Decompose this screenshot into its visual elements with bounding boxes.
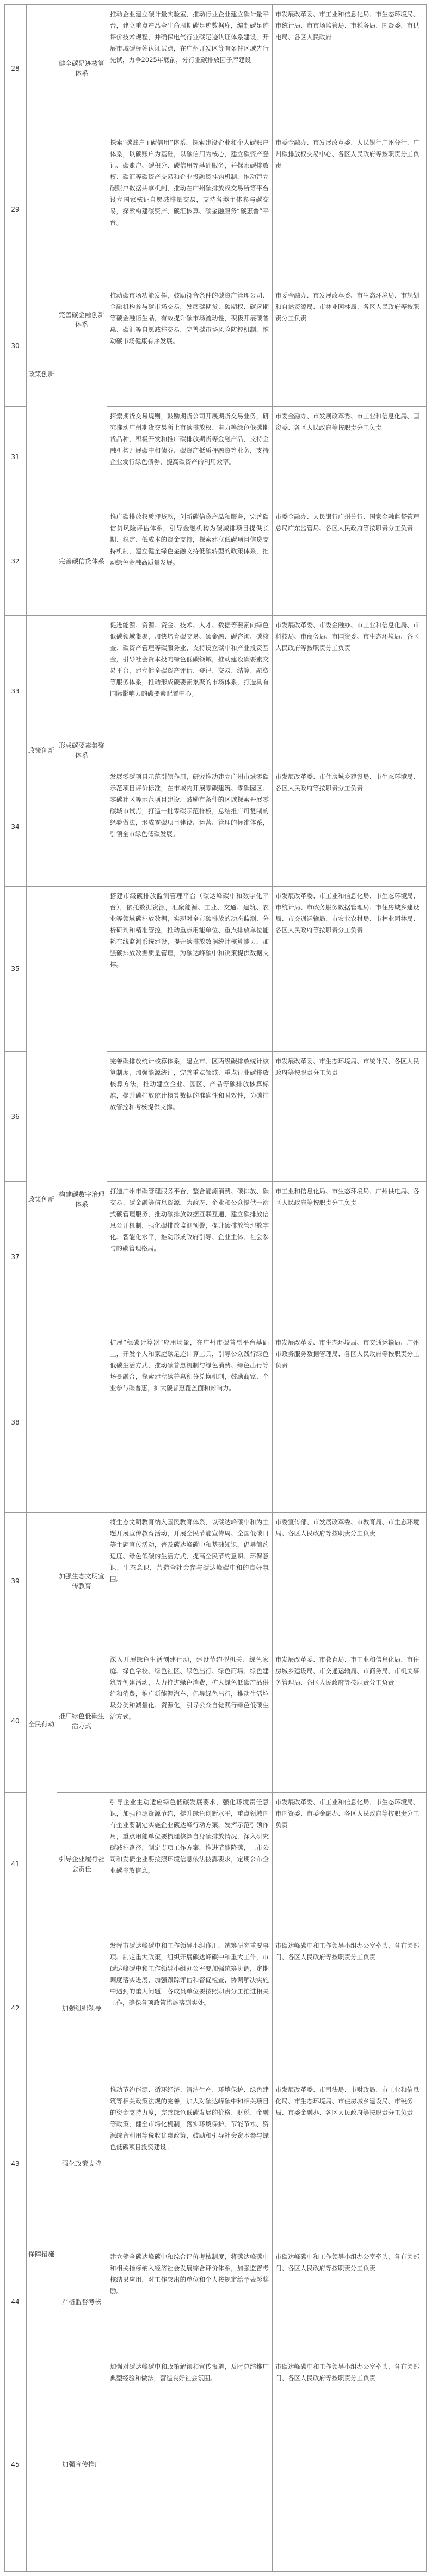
category-cell: 全民行动 [28, 1720, 55, 1728]
category-cell: 政策创新 [28, 747, 55, 754]
row-content: 搭建市级碳排放监测管理平台（碳达峰碳中和数字化平台），依托数据资源，汇聚能源、工业、交通、建筑、农业等领域碳排放数据，实现对全市碳排放的动态监测、分析研判和精准管控，推动重点用能单位、重点排放单位能耗在线监测系统建设，提升碳排放数据统计核算能力，加强碳排放数据质量管理，为碳达峰碳中和决策提供数据支撑。 [110, 892, 269, 968]
row-number: 42 [11, 2004, 20, 2012]
row-number: 33 [11, 687, 20, 695]
row-content: 引导企业主动适应绿色低碳发展要求，强化环境责任意识，加强能源资源节约，提升绿色创新水平，重点领域国有企业要制定实施企业碳达峰行动方案，发挥示范引领作用，重点用能单位要梳理核算自身碳排放情况，深入研究碳减排路径，制定专项工作方案，推进节能降碳，上市公司和发债企业要按照环境信息依法披露要求，定期公布企业碳排放信息。 [110, 1798, 269, 1874]
task-cell: 加强宣传推广 [61, 2460, 101, 2468]
row-departments: 市发展改革委、市生态环境局、市交通运输局、广州市政务服务数据管理局、各区人民政府等按职责分工负责 [275, 1339, 420, 1369]
task-cell: 健全碳足迹核算体系 [59, 60, 105, 77]
row-departments: 市发展改革委、市教育局、市工业和信息化局、市住房城乡建设局、市交通运输局、市商务局、市机关事务管理局、各区人民政府等按职责分工负责 [275, 1656, 420, 1686]
row-number: 34 [11, 822, 20, 831]
row-departments: 市碳达峰碳中和工作领导小组办公室牵头，各有关部门、各区人民政府等按职责分工负责 [275, 2253, 420, 2272]
category-cell: 保障措施 [28, 2250, 55, 2258]
row-number: 29 [11, 205, 20, 213]
row-number: 44 [11, 2298, 20, 2306]
row-content: 推动碳市场功能发挥，鼓励符合条件的碳资产管理公司、金融机构参与碳市场交易，发展碳期货、碳期权、碳远期等碳金融衍生品，有效提升碳市场流动性，积极开展碳普惠、碳汇等自愿减排交易，完善碳市场风险防控机制，推动碳市场健康有序发展。 [110, 292, 269, 345]
row-departments: 市委金融办、市发展改革委、市工业和信息化局、国资委、各区人民政府等按职责分工负责 [275, 412, 420, 431]
row-number: 40 [11, 1717, 20, 1725]
task-cell: 形成碳要素集聚体系 [59, 742, 105, 759]
row-number: 39 [11, 1577, 20, 1585]
row-departments: 市工业和信息化局、市生态环境局、广州供电局、各区人民政府等按职责分工负责 [275, 1187, 420, 1206]
row-departments: 市委宣传部、市发展改革委、市教育局、市生态环境局、各区人民政府等按职责分工负责 [275, 1518, 420, 1537]
row-departments: 市委金融办、市发展改革委、人民银行广州分行、广州碳排放权交易中心、各区人民政府等按职责分工负责 [275, 139, 420, 169]
row-number: 45 [11, 2460, 20, 2468]
row-departments: 市发展改革委、市司法局、市财政局、市工业和信息化局、市生态环境局、市住房城乡建设局、市税务局、市委金融办、各区人民政府等按职责分工负责 [275, 2086, 420, 2116]
category-cell: 政策创新 [28, 1195, 55, 1203]
row-departments: 市委金融办、市发展改革委、市生态环境局、市规划和自然资源局、市林业园林局、各区人民政府等按职责分工负责 [275, 292, 420, 322]
row-content: 推广碳排放权质押贷款，创新碳信贷产品和服务，完善碳信贷风险评估体系，引导金融机构为碳减排项目提供长期、稳定、低成本的资金支持，探索建立低碳项目信贷支持机制，建立健全绿色金融支持低碳转型的政策体系，推动绿色金融高质量发展。 [110, 513, 269, 566]
row-number: 32 [11, 557, 20, 565]
row-departments: 市碳达峰碳中和工作领导小组办公室牵头，各有关部门、各区人民政府等按职责分工负责 [275, 1942, 420, 1961]
task-cell: 加强生态文明宣传教育 [59, 1572, 105, 1590]
row-content: 建立健全碳达峰碳中和综合评价考核制度，将碳达峰碳中和相关指标纳入经济社会发展综合评价体系，加强监督考核结果应用，对工作突出的单位和个人按规定给予表彰奖励。 [110, 2253, 269, 2295]
row-departments: 市发展改革委、市工业和信息化局、市生态环境局、市统计局、市市场监管局、市税务局、国资委、市供电局、各区人民政府 [275, 10, 420, 41]
row-departments: 市发展改革委、市住房城乡建设局、市生态环境局、各区人民政府等按职责分工负责 [275, 773, 420, 792]
row-departments: 市发展改革委、市生态环境局、市统计局、各区人民政府等按职责分工负责 [275, 1057, 420, 1076]
task-cell: 完善碳信贷体系 [59, 557, 105, 565]
table-rule [26, 4, 27, 2572]
row-content: 加强对碳达峰碳中和政策解读和宣传报道，及时总结推广典型经验和做法，营造良好社会氛围。 [110, 2363, 269, 2382]
task-cell: 推广绿色低碳生活方式 [59, 1712, 105, 1730]
table-rule [272, 4, 273, 2572]
category-cell: 政策创新 [28, 370, 55, 378]
row-content: 探索期货交易规则，鼓励期货公司开展期货交易业务，研究推动广州期货交易所上市碳排放权、电力等绿色低碳期货品种，积极开发和推广碳排放期货等金融产品，支持金融机构开展碳中和债券、碳资产抵质押融资等业务，支持企业发行绿色债券，提高碳资产的利用效率。 [110, 412, 269, 466]
row-number: 43 [11, 2159, 20, 2168]
row-departments: 市发展改革委、市委金融办、市工业和信息化局、市科技局、市商务局、市国资委、市生态环境局、各区人民政府等按职责分工负责 [275, 621, 420, 652]
row-number: 38 [11, 1419, 20, 1426]
row-departments: 市委金融办、人民银行广州分行、国家金融监督管理总局广东监管局、各区人民政府等按职责分工负责 [275, 513, 420, 532]
row-content: 推动节约能源、循环经济、清洁生产、环境保护、绿色建筑等相关政策法规的完善，加大对碳达峰碳中和相关项目的资金支持力度，完善绿色低碳发展的价格、财税、金融等政策，健全市场化机制，落实环境保护、节能节水、资源综合利用等税收优惠政策，鼓励和引导社会资本参与绿色低碳项目投资建设。 [110, 2086, 269, 2151]
task-cell: 强化政策支持 [61, 2159, 101, 2168]
row-number: 28 [11, 65, 20, 72]
task-cell: 引导企业履行社会责任 [59, 1855, 105, 1873]
row-number: 30 [11, 342, 20, 350]
row-number: 35 [11, 965, 20, 973]
task-cell: 构建碳数字治理体系 [59, 1190, 105, 1208]
row-content: 发展零碳项目示范引领作用，研究推动建立广州市域零碳示范项目评价标准，在市域内开展零碳建筑、零碳园区、零碳社区等示范项目建设，鼓励有条件的区域探索开展零碳城市试点，打造一批零碳示范样板，总结推广可复制的经验做法，形成零碳项目建设、运营、管理的标准体系，引领全市绿色低碳发展。 [110, 773, 269, 838]
row-departments: 市碳达峰碳中和工作领导小组办公室牵头，各有关部门、各区人民政府等按职责分工负责 [275, 2363, 420, 2382]
row-content: 深入开展绿色生活创建行动，建设节约型机关、绿色家庭、绿色学校、绿色社区、绿色出行、绿色商场、绿色建筑等创建活动，大力推进绿色消费，扩大绿色低碳产品供给和消费，推广新能源汽车，倡导绿色出行，推动生活垃圾分类和减量化、资源化，引导公众自觉践行绿色低碳生活方式。 [110, 1656, 269, 1720]
row-content: 促进能源、资源、资金、技术、人才、数据等要素向绿色低碳领域集聚，加快培育碳交易、碳金融、碳咨询、碳核查、碳资产管理等碳服务业，支持设立碳中和产业投资基金，引导社会资本投向绿色低碳领域，推动建设碳要素交易平台，建立健全碳资产评估、登记、交易、结算、融资等服务体系，推动形成碳要素集聚的市场体系，打造具有国际影响力的碳要素配置中心。 [110, 621, 269, 697]
row-content: 打造广州市碳管理服务平台，整合能源消费、碳排放、碳交易、碳金融等信息资源，为政府、企业和公众提供一站式碳管理服务，推动碳排放数据互联互通，建立碳排放信息公开机制，强化碳排放监测预警，提升碳排放管理数字化、智能化水平，推动形成政府引导、企业主体、社会参与的碳管理格局。 [110, 1187, 269, 1252]
task-cell: 完善碳金融创新体系 [59, 311, 105, 329]
task-cell: 严格监督考核 [61, 2298, 101, 2306]
row-content: 推动企业建立碳计量实验室，推动行业企业建立碳计量平台，建立重点产品全生命周期碳足迹数据库，编制碳足迹评价技术规程，并确保电气行业碳足迹认证体系建设，开展市域碳标签认证试点，在广州开发区等有条件区域先行先试，力争2025年底前，分行业碳排放因子库建设 [110, 10, 269, 64]
row-number: 41 [11, 1860, 20, 1868]
row-departments: 市发展改革委、市工业和信息化局、市生态环境局、市统计局、市政务服务数据管理局、市住房城乡建设局、市交通运输局、市农业农村局、市林业园林局、各区人民政府等按职责分工负责 [275, 892, 420, 934]
row-number: 36 [11, 1112, 20, 1120]
row-content: 将生态文明教育纳入国民教育体系，以碳达峰碳中和为主题开展宣传教育活动，开展全民节能宣传周、全国低碳日等主题宣传活动，普及碳达峰碳中和基础知识，倡导简约适度、绿色低碳的生活方式，提高全民节约意识、环保意识、生态意识，营造全社会参与碳达峰碳中和的良好氛围。 [110, 1518, 269, 1583]
row-content: 扩展“穗碳计算器”应用场景，在广州市碳普惠平台基础上，开发个人和家庭碳足迹计算工具，引导公众践行绿色低碳生活方式，推动碳普惠机制与绿色消费、绿色出行等场景融合，探索建立碳普惠积分兑换机制，鼓励商家、企业参与碳普惠，扩大碳普惠覆盖面和影响力。 [110, 1339, 269, 1392]
row-content: 完善碳排放统计核算体系，建立市、区两级碳排放统计核算制度，加强能源统计，完善重点领域、重点行业碳排放核算方法，推动建立企业、园区、产品等碳排放核算标准，提升碳排放统计核算数据的准确性和时效性，为碳排放管控和考核提供支撑。 [110, 1057, 269, 1111]
implementation-table [4, 4, 427, 2572]
row-departments: 市发展改革委、市工业和信息化局、市生态环境局、市国资委、市委金融办、各区人民政府等按职责分工负责 [275, 1798, 420, 1829]
row-content: 探索“碳账户+碳信用”体系，探索建设企业和个人碳账户体系，以碳账户为基础，以碳信用为核心，建立碳资产登记、碳账户、碳积分、碳信用等基础服务，并探索碳排放权、碳汇等碳资产交易和企业投融资挂钩机制，推动建立碳账户数据共享机制，推动在广州碳排放权交易所等平台设立国家核证自愿减排量交易，支持各类主体参与碳交易，探索构建碳资产、碳汇核算、碳金融服务“碳惠普”平台。 [110, 139, 269, 226]
row-number: 37 [11, 1253, 20, 1261]
row-content: 发挥市碳达峰碳中和工作领导小组作用，统筹研究重要事项、制定重大政策，组织开展碳达峰碳中和重大工作，市碳达峰碳中和工作领导小组办公室要加强统筹协调，定期调度落实进展，加强跟踪评估和督促检查，协调解决实施中遇到的重大问题，各成员单位要按照职责分工推进相关工作，确保各项政策措施落到实处。 [110, 1942, 269, 2007]
row-number: 31 [11, 453, 20, 461]
task-cell: 加强组织领导 [61, 2004, 101, 2012]
